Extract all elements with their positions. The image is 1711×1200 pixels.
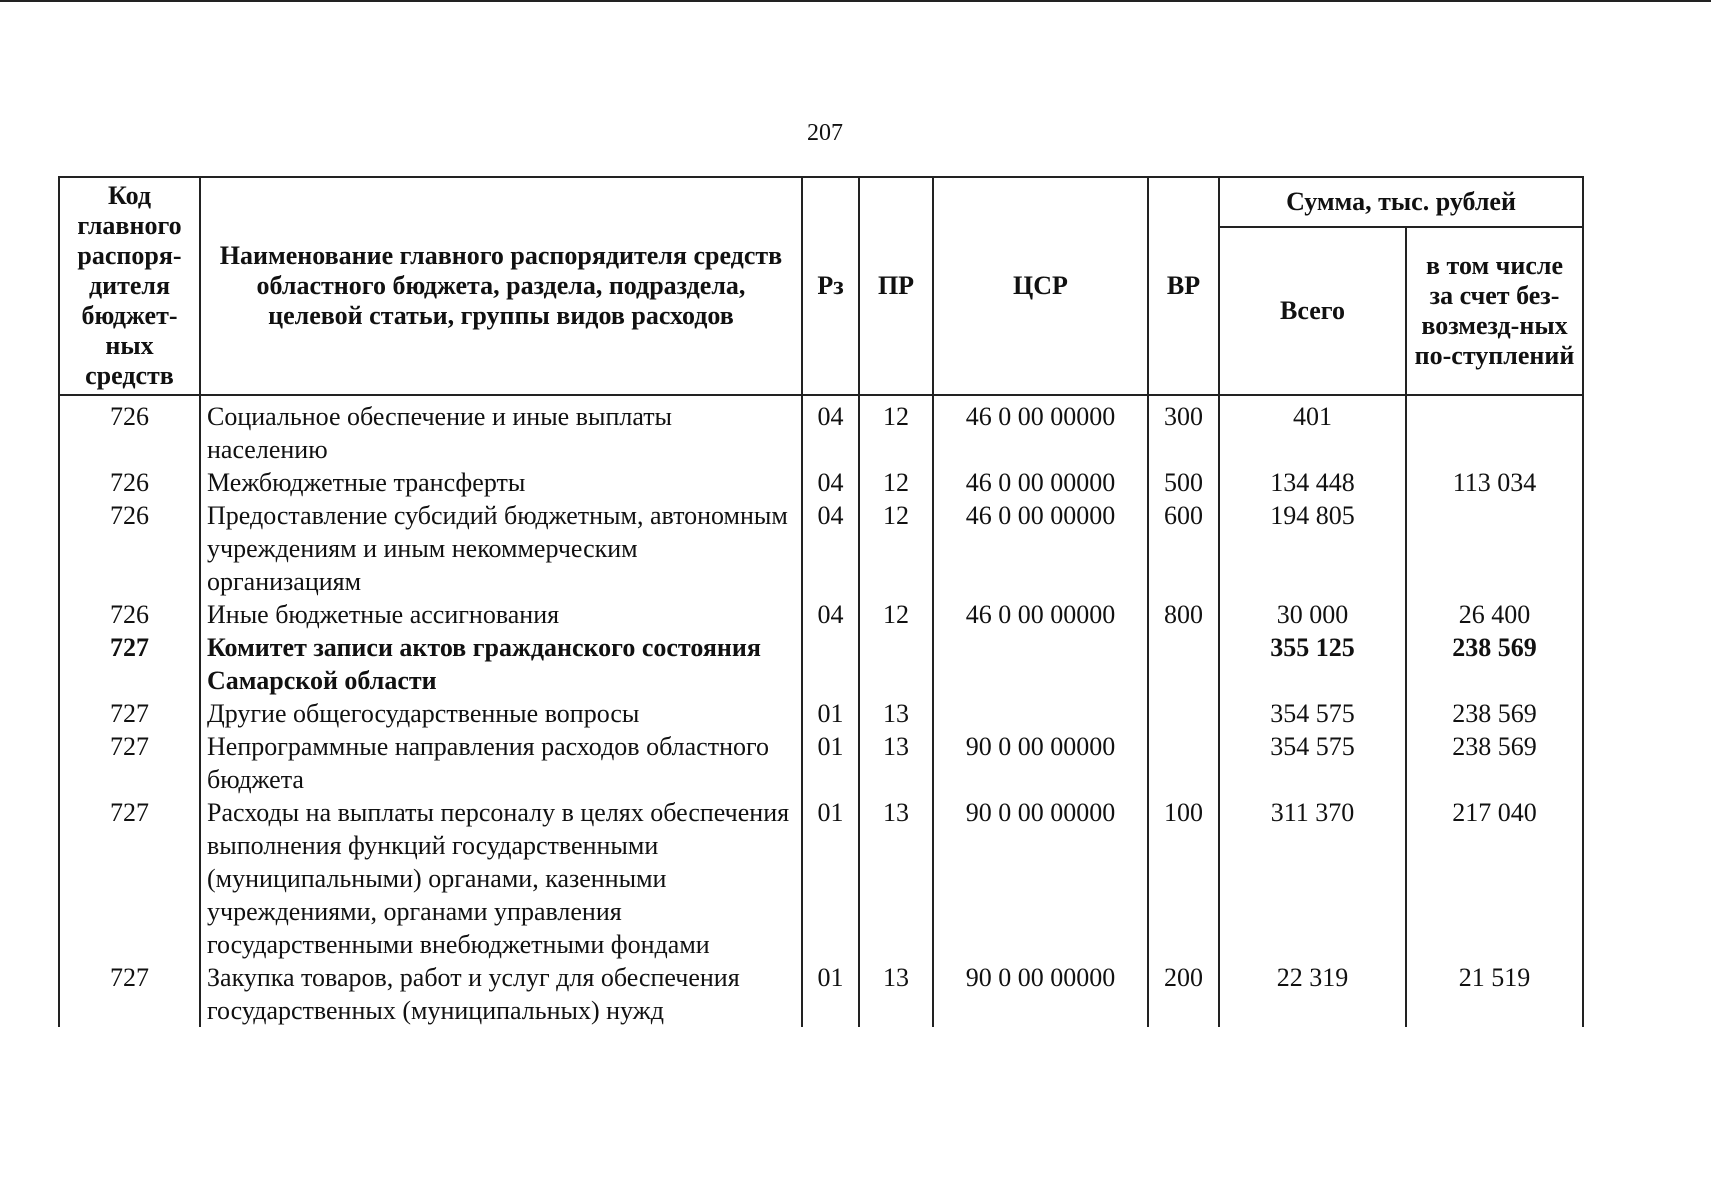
budget-table	[58, 176, 1584, 1027]
row-name: Предоставление субсидий бюджетным, автономным учреждениям и иным некоммерческим организациям	[200, 499, 802, 598]
row-free: 238 569	[1406, 631, 1583, 697]
row-vr	[1148, 730, 1219, 796]
row-code: 726	[59, 499, 200, 598]
header-sum-group: Сумма, тыс. рублей	[1219, 177, 1583, 227]
row-pr: 12	[859, 598, 933, 631]
row-rz: 01	[802, 730, 859, 796]
row-csr	[933, 631, 1148, 697]
row-csr: 90 0 00 00000	[933, 730, 1148, 796]
table-header	[59, 177, 1583, 395]
header-csr: ЦСР	[933, 177, 1148, 395]
row-total: 30 000	[1219, 598, 1406, 631]
row-free: 238 569	[1406, 697, 1583, 730]
row-pr: 13	[859, 961, 933, 1027]
row-total: 134 448	[1219, 466, 1406, 499]
row-csr: 46 0 00 00000	[933, 499, 1148, 598]
header-pr: ПР	[859, 177, 933, 395]
row-csr: 90 0 00 00000	[933, 961, 1148, 1027]
row-code: 726	[59, 466, 200, 499]
table-row	[59, 796, 1583, 961]
row-name: Расходы на выплаты персоналу в целях обеспечения выполнения функций государственными (муниципальными) органами, казенными учреждениями, органами управления государственными внебюджетными фондами	[200, 796, 802, 961]
table-body	[59, 395, 1583, 1027]
row-free: 21 519	[1406, 961, 1583, 1027]
row-total: 355 125	[1219, 631, 1406, 697]
row-csr: 90 0 00 00000	[933, 796, 1148, 961]
row-pr: 12	[859, 466, 933, 499]
row-code: 727	[59, 697, 200, 730]
row-vr	[1148, 631, 1219, 697]
row-name: Социальное обеспечение и иные выплаты населению	[200, 395, 802, 466]
row-vr: 200	[1148, 961, 1219, 1027]
row-name: Другие общегосударственные вопросы	[200, 697, 802, 730]
table-row	[59, 466, 1583, 499]
row-total: 354 575	[1219, 697, 1406, 730]
table-row	[59, 697, 1583, 730]
header-name: Наименование главного распорядителя средств областного бюджета, раздела, подраздела, целевой статьи, группы видов расходов	[200, 177, 802, 395]
row-csr: 46 0 00 00000	[933, 395, 1148, 466]
row-code: 726	[59, 395, 200, 466]
table-row	[59, 961, 1583, 1027]
row-name: Закупка товаров, работ и услуг для обеспечения государственных (муниципальных) нужд	[200, 961, 802, 1027]
row-total: 22 319	[1219, 961, 1406, 1027]
row-vr: 600	[1148, 499, 1219, 598]
table-row	[59, 598, 1583, 631]
row-csr: 46 0 00 00000	[933, 466, 1148, 499]
row-rz: 01	[802, 796, 859, 961]
row-rz: 04	[802, 466, 859, 499]
row-free: 26 400	[1406, 598, 1583, 631]
row-pr: 12	[859, 395, 933, 466]
row-name: Иные бюджетные ассигнования	[200, 598, 802, 631]
row-pr	[859, 631, 933, 697]
row-name: Непрограммные направления расходов областного бюджета	[200, 730, 802, 796]
header-rz: Рз	[802, 177, 859, 395]
row-pr: 13	[859, 796, 933, 961]
row-code: 727	[59, 961, 200, 1027]
row-total: 401	[1219, 395, 1406, 466]
row-rz: 01	[802, 697, 859, 730]
header-code: Код главного распоря-дителя бюджет-ных средств	[59, 177, 200, 395]
row-free: 217 040	[1406, 796, 1583, 961]
table-row	[59, 499, 1583, 598]
row-free: 113 034	[1406, 466, 1583, 499]
row-vr: 100	[1148, 796, 1219, 961]
row-rz: 04	[802, 395, 859, 466]
row-rz: 04	[802, 499, 859, 598]
table-row	[59, 730, 1583, 796]
table-row	[59, 631, 1583, 697]
top-border-line	[0, 0, 1711, 2]
row-vr: 500	[1148, 466, 1219, 499]
row-total: 311 370	[1219, 796, 1406, 961]
row-rz: 01	[802, 961, 859, 1027]
row-free	[1406, 499, 1583, 598]
row-vr: 800	[1148, 598, 1219, 631]
row-code: 726	[59, 598, 200, 631]
row-csr	[933, 697, 1148, 730]
row-pr: 12	[859, 499, 933, 598]
row-code: 727	[59, 631, 200, 697]
table-row	[59, 395, 1583, 466]
row-code: 727	[59, 730, 200, 796]
row-vr: 300	[1148, 395, 1219, 466]
row-rz: 04	[802, 598, 859, 631]
row-csr: 46 0 00 00000	[933, 598, 1148, 631]
row-free: 238 569	[1406, 730, 1583, 796]
row-code: 727	[59, 796, 200, 961]
row-pr: 13	[859, 730, 933, 796]
row-free	[1406, 395, 1583, 466]
row-vr	[1148, 697, 1219, 730]
row-name: Комитет записи актов гражданского состояния Самарской области	[200, 631, 802, 697]
header-free: в том числе за счет без-возмезд-ных по-ступлений	[1406, 227, 1583, 395]
row-total: 354 575	[1219, 730, 1406, 796]
page-number: 207	[807, 120, 843, 146]
header-total: Всего	[1219, 227, 1406, 395]
header-vr: ВР	[1148, 177, 1219, 395]
row-name: Межбюджетные трансферты	[200, 466, 802, 499]
row-total: 194 805	[1219, 499, 1406, 598]
row-pr: 13	[859, 697, 933, 730]
row-rz	[802, 631, 859, 697]
